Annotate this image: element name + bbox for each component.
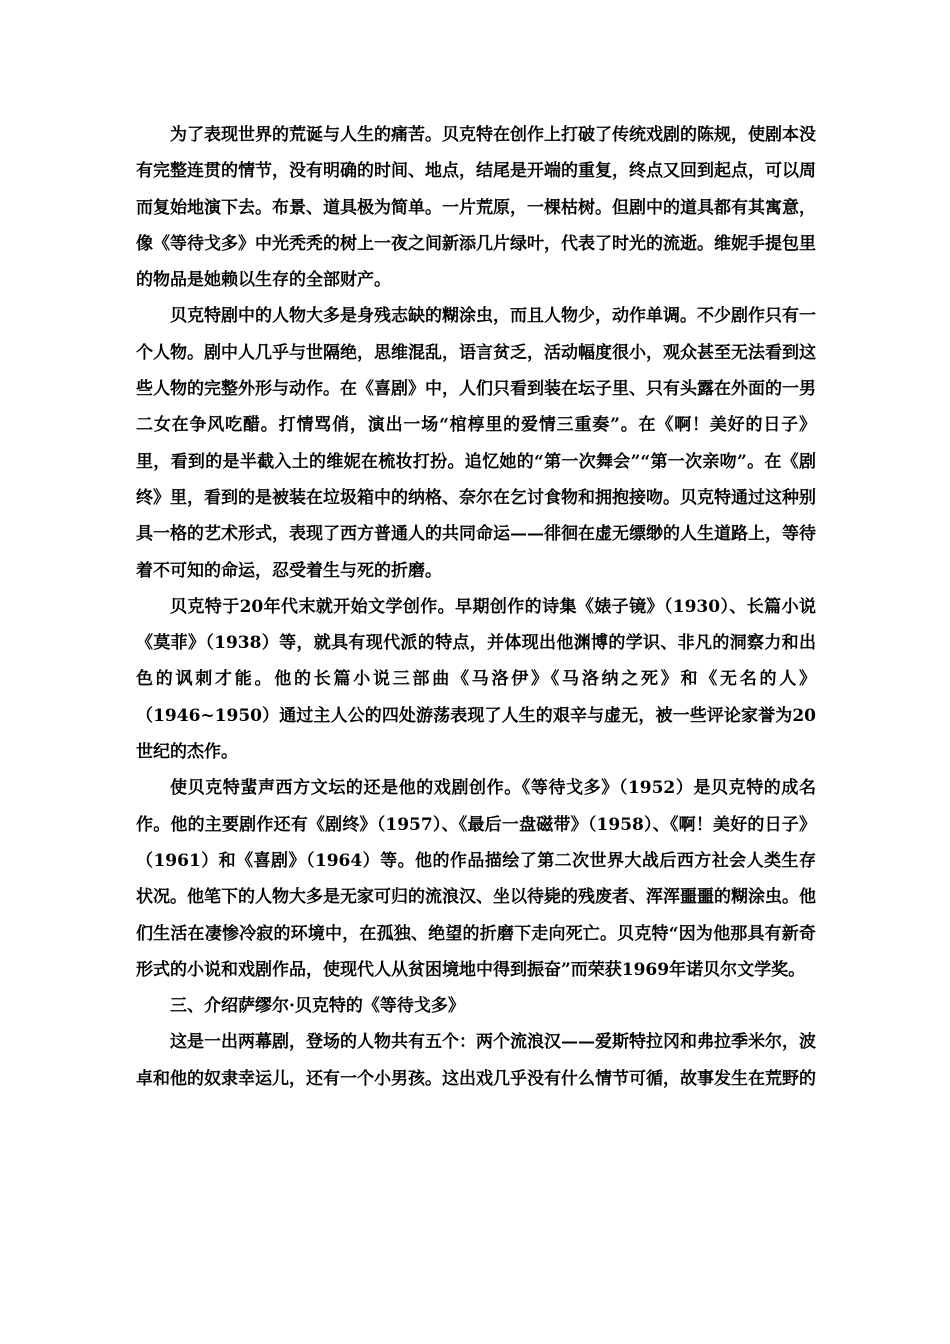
paragraph-characters: 贝克特剧中的人物大多是身残志缺的糊涂虫，而且人物少，动作单调。不少剧作只有一个人物。剧中人几乎与世隔绝，思维混乱，语言贫乏，活动幅度很小，观众甚至无法看到这些人物的完整外形与动作。在《喜剧》中，人们只看到装在坛子里、只有头露在外面的一男二女在争风吃醋。打情骂俏，演出一场“棺椁里的爱情三重奏”。在《啊！美好的日子》里，看到的是半截入土的维妮在梳妆打扮。追忆她的“第一次舞会”“第一次亲吻”。在《剧终》里，看到的是被装在垃圾箱中的纳格、奈尔在乞讨食物和拥抱接吻。贝克特通过这种别具一格的艺术形式，表现了西方普通人的共同命运——徘徊在虚无缥缈的人生道路上，等待着不可知的命运，忍受着生与死的折磨。 — [136, 306, 816, 581]
paragraph-drama-career: 使贝克特蜚声西方文坛的还是他的戏剧创作。《等待戈多》（1952）是贝克特的成名作。他的主要剧作还有《剧终》（1957）、《最后一盘磁带》（1958）、《啊！美好的日子》（1961）和《喜剧》（1964）等。他的作品描绘了第二次世界大战后西方社会人类生存状况。他笔下的人物大多是无家可归的流浪汉、坐以待毙的残废者、浑浑噩噩的糊涂虫。他们生活在凄惨冷寂的环境中，在孤独、绝望的折磨下走向死亡。贝克特“因为他那具有新奇形式的小说和戏剧作品，使现代人从贫困境地中得到振奋”而荣获1969年诺贝尔文学奖。 — [136, 778, 816, 980]
paragraph-stage-design: 为了表现世界的荒诞与人生的痛苦。贝克特在创作上打破了传统戏剧的陈规，使剧本没有完整连贯的情节，没有明确的时间、地点，结尾是开端的重复，终点又回到起点，可以周而复始地演下去。布景、道具极为简单。一片荒原，一棵枯树。但剧中的道具都有其寓意，像《等待戈多》中光秃秃的树上一夜之间新添几片绿叶，代表了时光的流逝。维妮手提包里的物品是她赖以生存的全部财产。 — [136, 125, 816, 291]
document-page — [136, 117, 816, 1097]
section-heading: 三、介绍萨缪尔·贝克特的《等待戈多》 — [170, 996, 465, 1017]
paragraph-waiting-for-godot: 这是一出两幕剧，登场的人物共有五个：两个流浪汉——爱斯特拉冈和弗拉季米尔，波卓和他的奴隶幸运儿，还有一个小男孩。这出戏几乎没有什么情节可循，故事发生在荒野的 — [136, 1032, 816, 1089]
paragraph-early-works: 贝克特于20年代末就开始文学创作。早期创作的诗集《婊子镜》（1930）、长篇小说《莫菲》（1938）等，就具有现代派的特点，并体现出他渊博的学识、非凡的洞察力和出色的讽刺才能。他的长篇小说三部曲《马洛伊》《马洛纳之死》和《无名的人》（1946~1950）通过主人公的四处游荡表现了人生的艰辛与虚无，被一些评论家誉为20世纪的杰作。 — [136, 596, 816, 763]
